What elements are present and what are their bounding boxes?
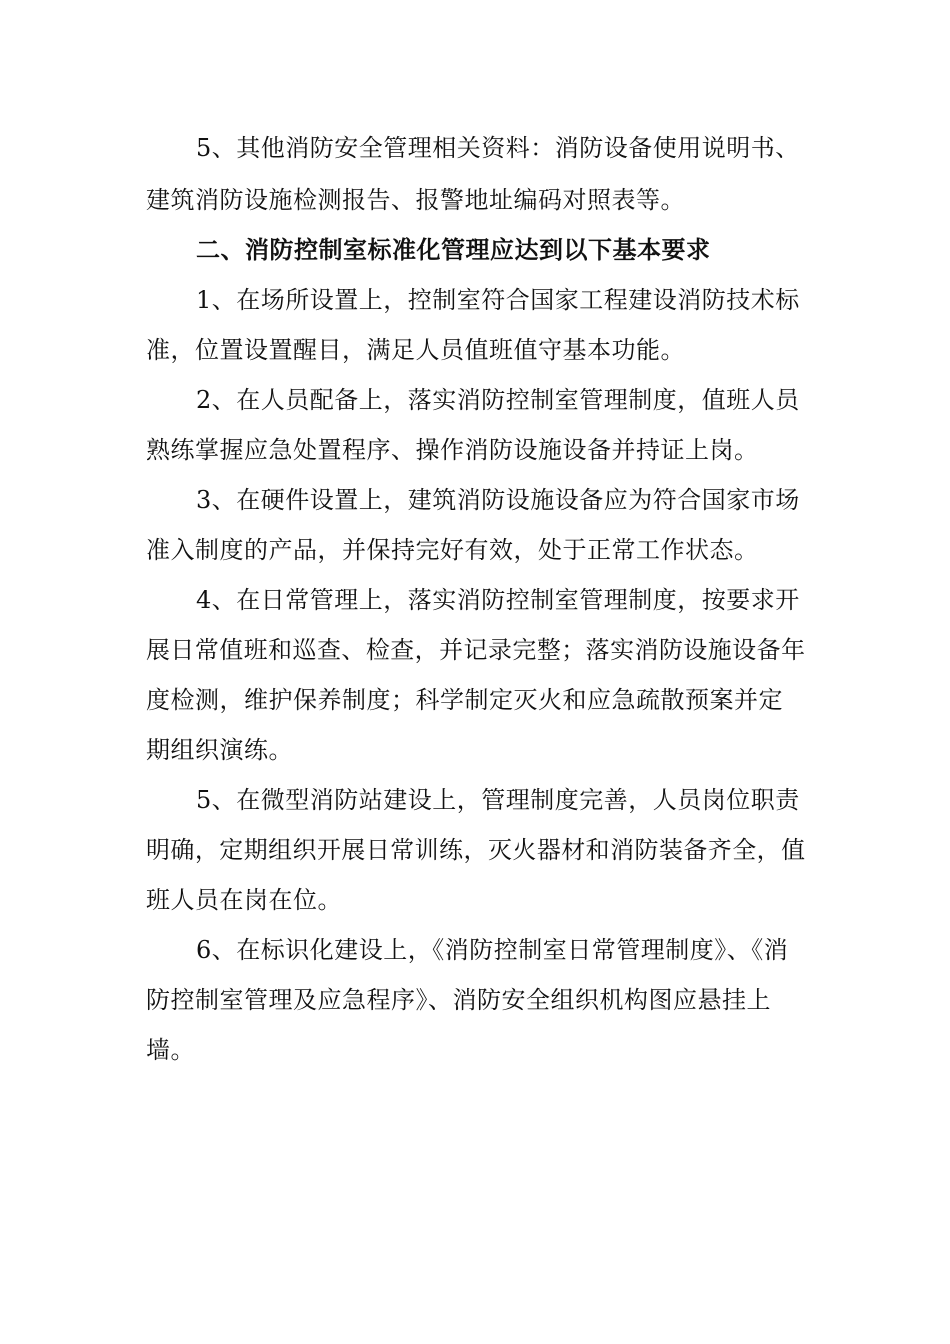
text-line: 5、其他消防安全管理相关资料：消防设备使用说明书、 (196, 134, 800, 162)
text-line: 3、在硬件设置上，建筑消防设施设备应为符合国家市场 (196, 486, 800, 514)
text-line: 2、在人员配备上，落实消防控制室管理制度，值班人员 (196, 386, 800, 414)
text-line: 准，位置设置醒目，满足人员值班值守基本功能。 (146, 336, 685, 364)
section-heading: 二、消防控制室标准化管理应达到以下基本要求 (196, 236, 711, 264)
text-line: 防控制室管理及应急程序》、消防安全组织机构图应悬挂上 (146, 986, 771, 1014)
text-line: 6、在标识化建设上，《消防控制室日常管理制度》、《消 (196, 936, 789, 964)
text-line: 熟练掌握应急处置程序、操作消防设施设备并持证上岗。 (146, 436, 759, 464)
text-line: 1、在场所设置上，控制室符合国家工程建设消防技术标 (196, 286, 800, 314)
text-line: 期组织演练。 (146, 736, 293, 764)
text-line: 建筑消防设施检测报告、报警地址编码对照表等。 (146, 186, 685, 214)
text-line: 5、在微型消防站建设上，管理制度完善，人员岗位职责 (196, 786, 800, 814)
text-line: 4、在日常管理上，落实消防控制室管理制度，按要求开 (196, 586, 800, 614)
text-line: 度检测，维护保养制度；科学制定灭火和应急疏散预案并定 (146, 686, 783, 714)
text-line: 班人员在岗在位。 (146, 886, 342, 914)
text-line: 准入制度的产品，并保持完好有效，处于正常工作状态。 (146, 536, 759, 564)
text-line: 展日常值班和巡查、检查，并记录完整；落实消防设施设备年 (146, 636, 806, 664)
text-line: 明确，定期组织开展日常训练，灭火器材和消防装备齐全，值 (146, 836, 806, 864)
text-line: 墙。 (146, 1036, 195, 1064)
